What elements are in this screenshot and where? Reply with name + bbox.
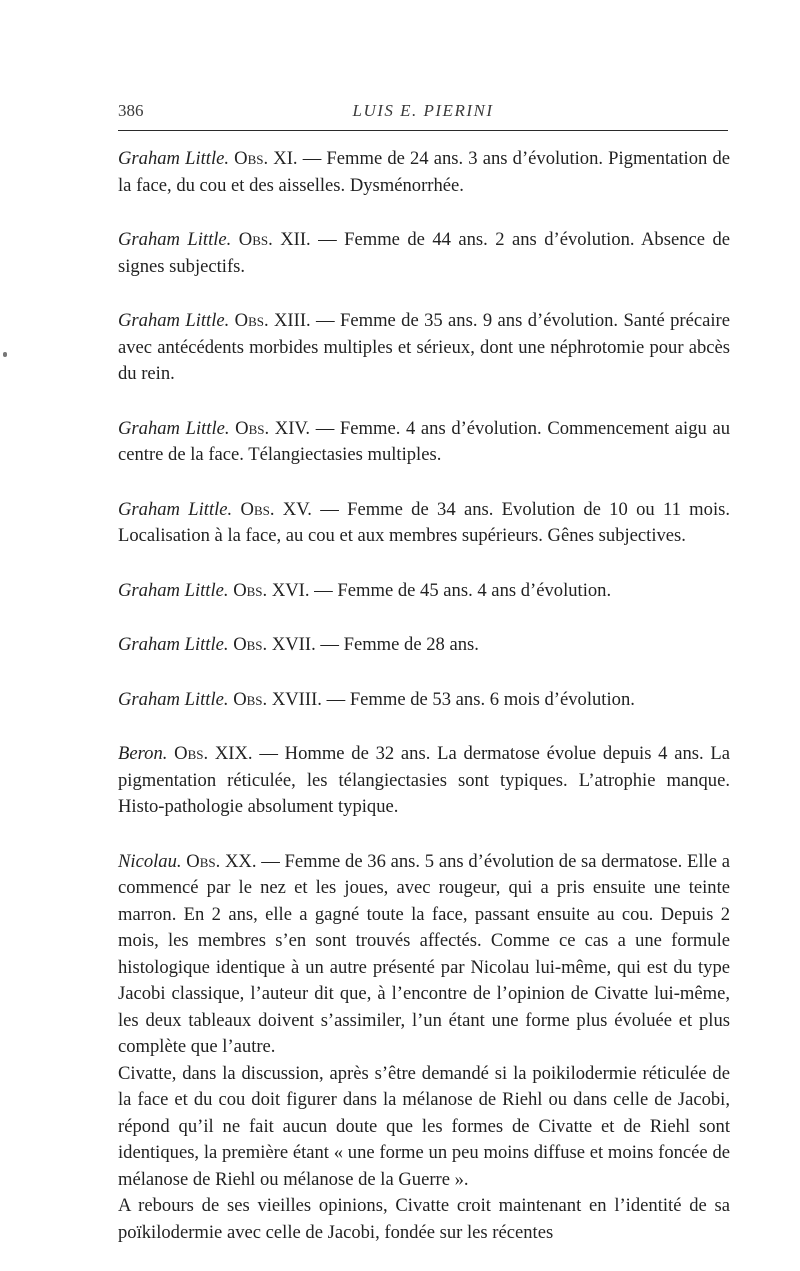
observation-author: Graham Little. — [118, 579, 229, 601]
observation-text: — Femme de 53 ans. 6 mois d’évolution. — [321, 688, 635, 710]
observation-text: — Femme de 45 ans. 4 ans d’évolution. — [309, 579, 612, 601]
page-header — [118, 101, 728, 125]
observation-author: Graham Little. — [118, 310, 230, 331]
observation-17 — [118, 632, 730, 659]
observation-label: Obs. XII. — [238, 229, 311, 250]
observation-11 — [118, 146, 730, 199]
observation-12 — [118, 227, 730, 280]
body-paragraph: A rebours de ses vieilles opinions, Civatte croit maintenant en l’identité de sa poïkilodermie avec celle de Jacobi, fondée sur les récentes — [118, 1195, 730, 1243]
observation-label: Obs. XIII. — [234, 310, 311, 331]
observation-20 — [118, 849, 730, 1061]
observation-label: Obs. XX. — [186, 850, 257, 872]
observation-author: Nicolau. — [118, 850, 182, 872]
observation-label: Obs. XVI. — [233, 579, 310, 601]
observation-label: Obs. XVIII. — [233, 688, 322, 710]
observation-text: — Femme de 24 ans. 3 ans d’évolution. Pigmentation de la face, du cou et des aisselles. Dysménorrhée. — [118, 148, 730, 196]
observation-author: Graham Little. — [118, 229, 232, 250]
observation-13 — [118, 308, 730, 388]
observation-label: Obs. XIX. — [174, 743, 253, 764]
observation-author: Graham Little. — [118, 417, 230, 439]
observation-text: — Femme de 44 ans. 2 ans d’évolution. Absence de signes subjectifs. — [118, 229, 731, 277]
observation-text: — Femme de 34 ans. Evolution de 10 ou 11 mois. Localisation à la face, au cou et aux membres supérieurs. Gênes subjectives. — [118, 498, 730, 546]
observation-text: — Femme de 36 ans. 5 ans d’évolution de sa dermatose. Elle a commencé par le nez et les joues, avec rougeur, qui a pris ensuite une teinte marron. En 2 ans, elle a gagné toute la face, passant ensuite au cou. Depuis 2 mois, les membres s’en sont trouvés affectés. Comme ce cas a une formule histologique identique à un autre présenté par Nicolau lui-même, qui est du type Jacobi classique, l’auteur dit que, à l’encontre de l’opinion de Civatte lui-même, les deux tableaux doivent s’assimiler, l’un étant une forme plus évoluée et plus complète que l’autre. — [118, 850, 730, 1057]
page-number: 386 — [118, 101, 144, 120]
observation-author: Graham Little. — [118, 148, 230, 169]
observation-19 — [118, 741, 730, 821]
observation-label: Obs. XI. — [234, 148, 298, 169]
observation-text: — Femme de 35 ans. 9 ans d’évolution. Santé précaire avec antécédents morbides multiples et sérieux, dont une néphrotomie pour abcès du rein. — [118, 310, 730, 384]
observation-label: Obs. XV. — [240, 498, 312, 520]
observation-text: — Femme. 4 ans d’évolution. Commencement aigu au centre de la face. Télangiectasies multiples. — [118, 417, 730, 465]
observation-author: Graham Little. — [118, 688, 229, 710]
observation-14 — [118, 416, 730, 469]
header-rule — [118, 130, 728, 131]
page-body — [118, 146, 730, 1246]
running-head: LUIS E. PIERINI — [352, 101, 494, 120]
observation-label: Obs. XVII. — [233, 634, 316, 655]
margin-mark — [3, 352, 7, 357]
observation-15 — [118, 497, 730, 550]
observation-author: Beron. — [118, 743, 168, 764]
observation-label: Obs. XIV. — [235, 417, 311, 439]
observation-text: — Homme de 32 ans. La dermatose évolue depuis 4 ans. La pigmentation réticulée, les télangiectasies sont typiques. L’atrophie manque. Histo-pathologie absolument typique. — [118, 743, 731, 817]
observation-text: — Femme de 28 ans. — [315, 634, 479, 655]
observation-18 — [118, 687, 730, 714]
observation-author: Graham Little. — [118, 498, 233, 520]
observation-16 — [118, 578, 730, 605]
body-paragraph: Civatte, dans la discussion, après s’être demandé si la poikilodermie réticulée de la face et du cou doit figurer dans la mélanose de Riehl ou dans celle de Jacobi, répond qu’il ne fait aucun doute que les formes de Civatte et de Riehl sont identiques, la première étant « une forme un peu moins diffuse et moins foncée de mélanose de Riehl ou mélanose de la Guerre ». — [118, 1062, 730, 1190]
observation-author: Graham Little. — [118, 634, 229, 655]
